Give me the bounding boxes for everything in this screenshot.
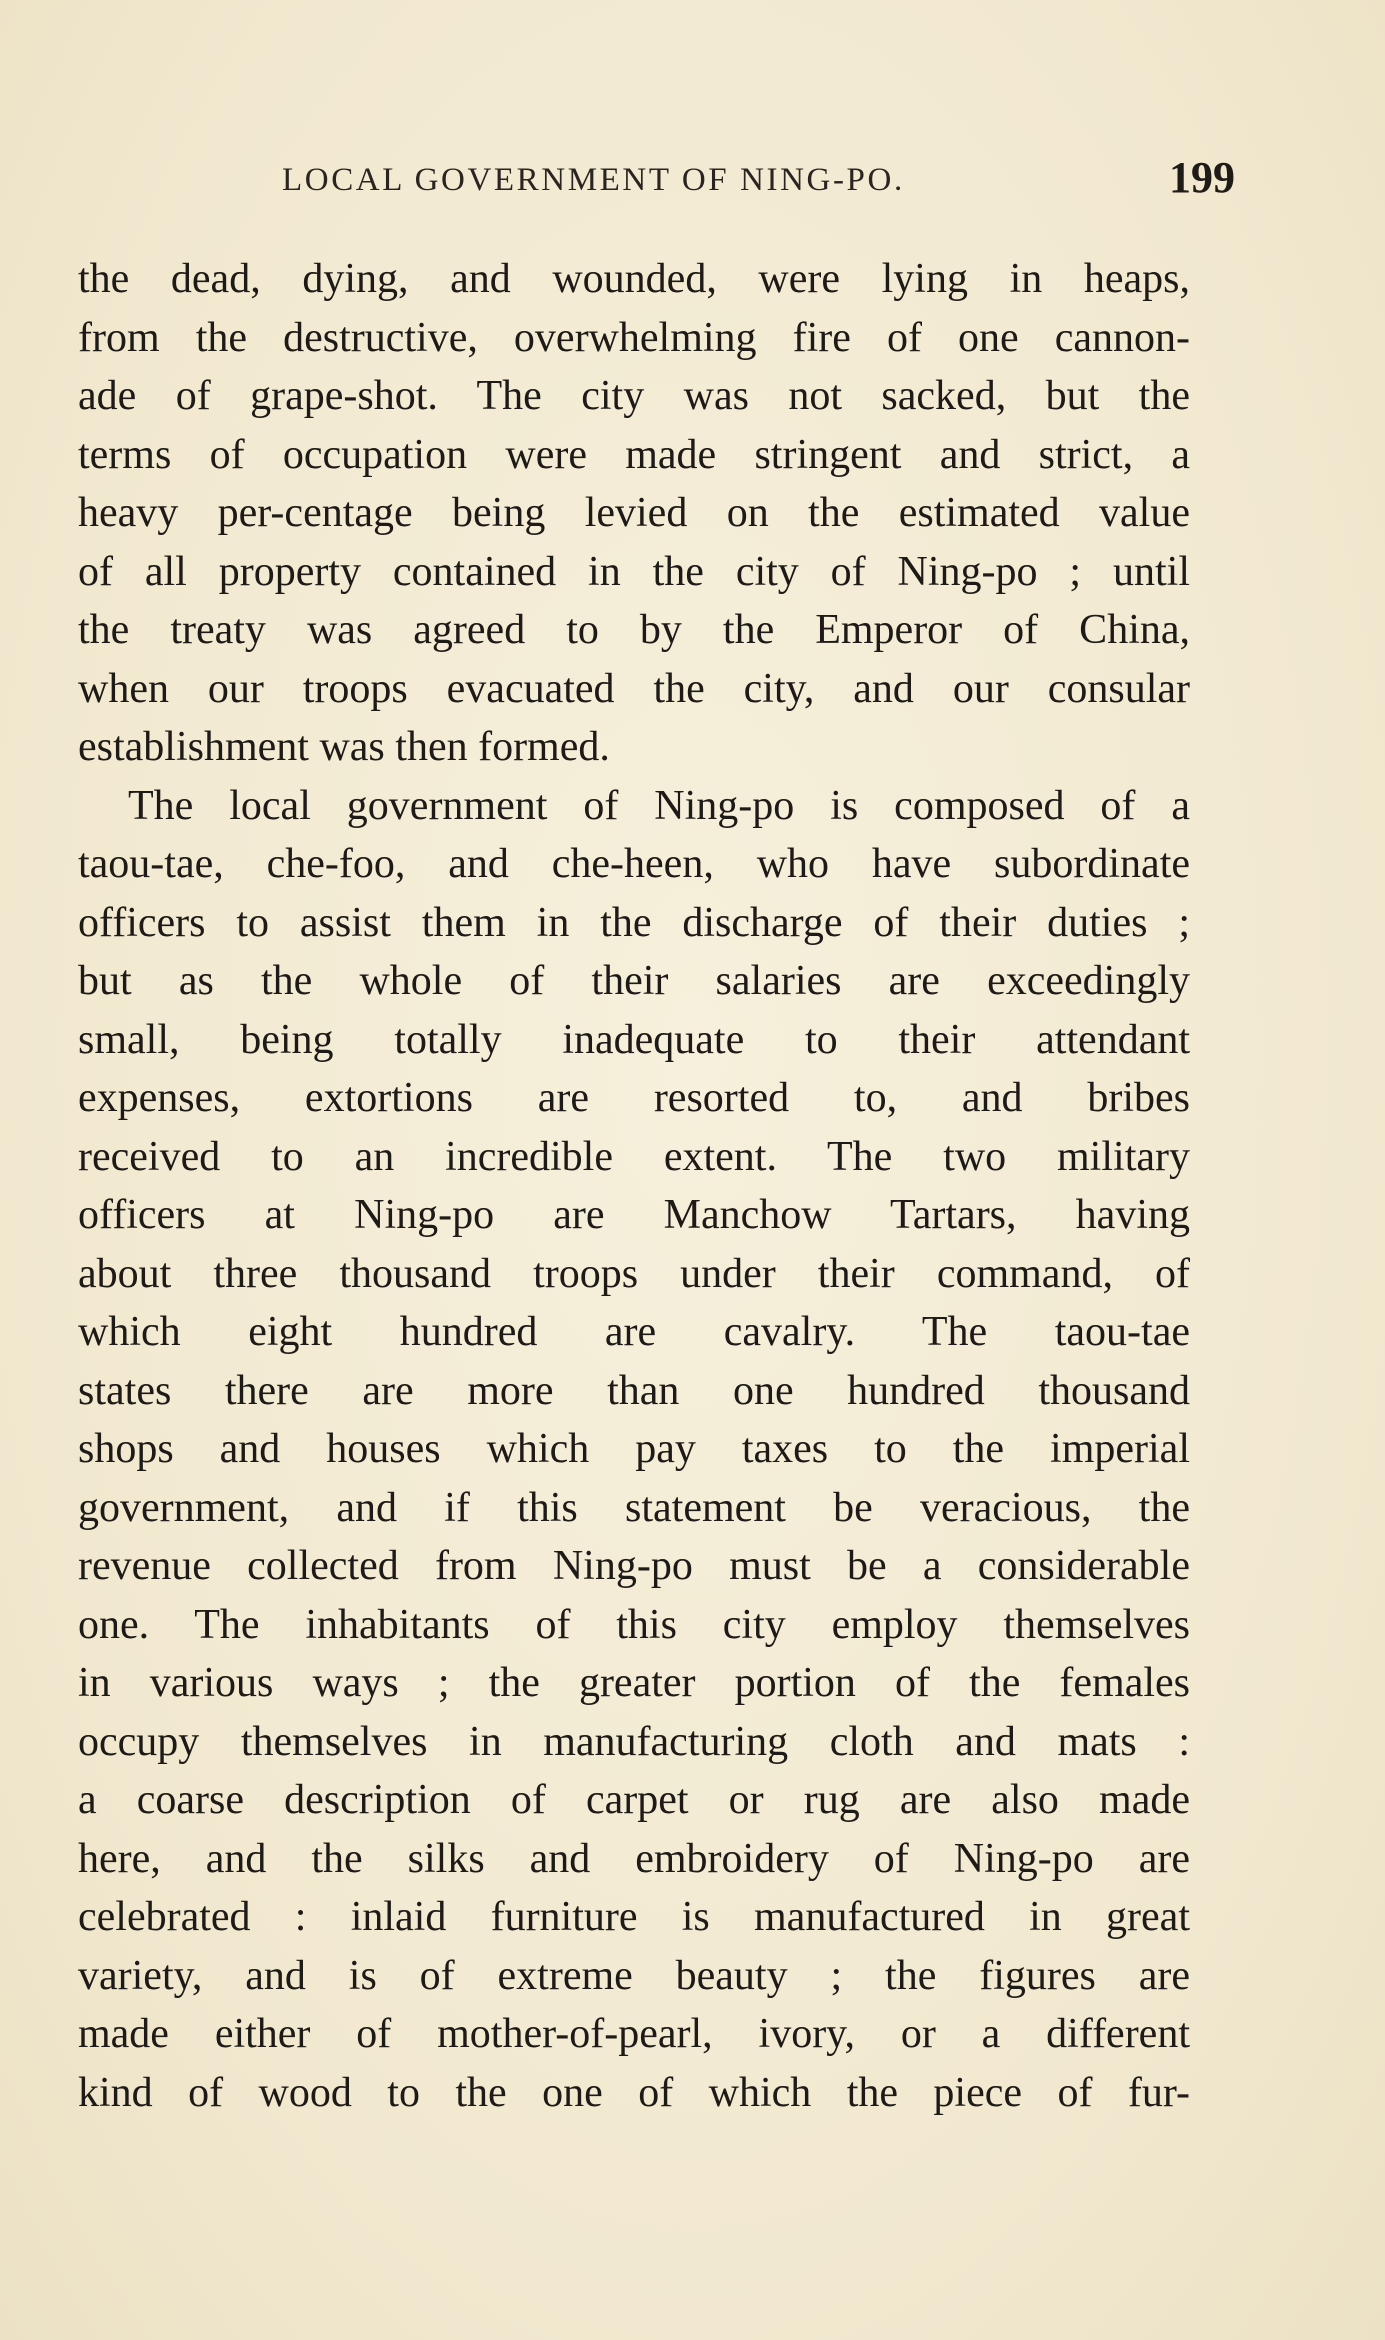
text-line: received to an incredible extent. The two military (78, 1133, 1190, 1180)
text-line: shops and houses which pay taxes to the imperial (78, 1426, 1190, 1472)
text-line: from the destructive, overwhelming fire of one cannon- (78, 314, 1190, 361)
page-number: 199 (1169, 153, 1235, 202)
text-line: variety, and is of extreme beauty ; the figures are (78, 1952, 1190, 1999)
text-line: in various ways ; the greater portion of the females (78, 1660, 1190, 1706)
body-text (78, 250, 1190, 2122)
text-line: kind of wood to the one of which the piece of fur- (78, 2069, 1190, 2116)
text-line: expenses, extortions are resorted to, and bribes (78, 1075, 1190, 1121)
text-line: revenue collected from Ning-po must be a considerable (78, 1543, 1190, 1589)
text-line: officers to assist them in the discharge of their duties ; (78, 899, 1190, 946)
text-line: establishment was then formed. (78, 724, 610, 770)
text-line: made either of mother-of-pearl, ivory, or a different (78, 2011, 1190, 2057)
text-line: heavy per-centage being levied on the estimated value (78, 490, 1190, 536)
text-line: ade of grape-shot. The city was not sacked, but the (78, 373, 1190, 419)
text-line: one. The inhabitants of this city employ themselves (78, 1601, 1190, 1648)
text-line: when our troops evacuated the city, and our consular (78, 665, 1190, 712)
text-line: small, being totally inadequate to their attendant (78, 1016, 1190, 1063)
text-line: occupy themselves in manufacturing cloth and mats : (78, 1718, 1190, 1765)
text-line: government, and if this statement be veracious, the (78, 1484, 1190, 1531)
text-line: but as the whole of their salaries are exceedingly (78, 958, 1190, 1004)
text-line: a coarse description of carpet or rug are also made (78, 1777, 1190, 1823)
text-line: here, and the silks and embroidery of Ning-po are (78, 1835, 1190, 1882)
text-line: terms of occupation were made stringent and strict, a (78, 431, 1190, 478)
text-line: officers at Ning-po are Manchow Tartars, having (78, 1192, 1190, 1238)
text-line: the treaty was agreed to by the Emperor of China, (78, 607, 1190, 653)
text-line: states there are more than one hundred thousand (78, 1367, 1190, 1414)
text-line: which eight hundred are cavalry. The taou-tae (78, 1309, 1190, 1355)
chapter-running-title: LOCAL GOVERNMENT OF NING-PO. (282, 162, 905, 198)
text-line: The local government of Ning-po is composed of a (128, 782, 1190, 829)
running-head (0, 152, 1385, 212)
text-line: the dead, dying, and wounded, were lying in heaps, (78, 256, 1190, 302)
text-line: of all property contained in the city of Ning-po ; until (78, 548, 1190, 595)
text-line: celebrated : inlaid furniture is manufactured in great (78, 1894, 1190, 1940)
text-line: about three thousand troops under their command, of (78, 1250, 1190, 1297)
text-line: taou-tae, che-foo, and che-heen, who have subordinate (78, 841, 1190, 887)
